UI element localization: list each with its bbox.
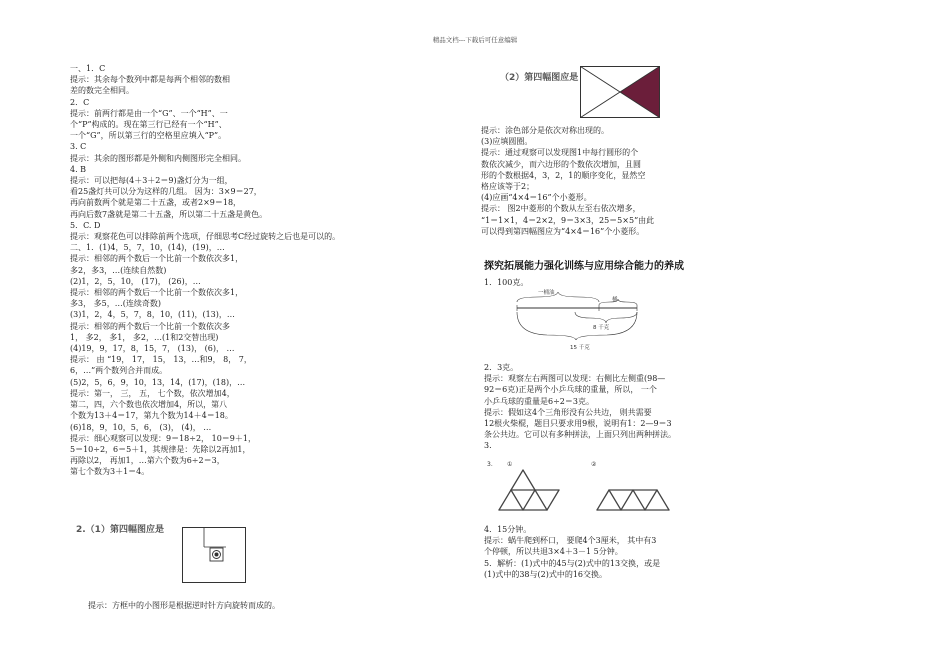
right-b-line: 12根火柴棍，题目只要求用9根，说明有1：2—9＝3 xyxy=(484,419,672,429)
right-c-line: 4．15分钟。 xyxy=(484,525,532,534)
left-line: 6，…”两个数列合并而成。 xyxy=(70,366,168,376)
right-a-line: 数依次减少，而六边形的个数依次增加，且圆 xyxy=(481,159,641,169)
left-line: 一、1．C xyxy=(70,64,106,73)
right-c-line: 提示：蜗牛爬到杯口， 要爬4个3厘米， 其中有3 xyxy=(484,536,657,546)
tri-group-a xyxy=(499,470,559,510)
left-line: 第七个数为3＋1＝4。 xyxy=(70,467,150,477)
right-b-line: 2．3克。 xyxy=(484,363,519,372)
left-line: 提示：前两行都是由一个“G”、一个“H”、一 xyxy=(70,108,228,118)
right-b-line: 提示：假如这4个三角形没有公共边， 则共需要 xyxy=(484,407,652,417)
right-a-line: 提示：涂色部分是依次对称出现的。 xyxy=(481,126,609,135)
left-line: (2)1，2，5，10， (17)， (26)，… xyxy=(70,276,201,286)
page-header: 精品文档---下载后可任意编辑 xyxy=(432,36,518,44)
left-line: (6)18，9，10，5，6， (3)， (4)， … xyxy=(70,422,212,432)
fig-right-box xyxy=(580,66,660,118)
right-c-line: 个停顿，所以共退3×4＋3－1 5分钟。 xyxy=(484,547,623,557)
right-a-line: 提示：通过观察可以发现图1中每行圆形的个 xyxy=(481,148,639,158)
tri-group-b xyxy=(597,490,669,510)
left-line: 提示： 由 “19， 17， 15， 13，…和9， 8， 7， xyxy=(70,355,252,365)
section-title: 探究拓展能力强化训练与应用综合能力的养成 xyxy=(484,261,684,272)
tri-fig-label: 3. xyxy=(487,461,493,468)
oil-diagram xyxy=(512,288,652,350)
right-column-2 xyxy=(484,362,676,452)
fig-left-title: 2.（1）第四幅图应是 xyxy=(76,525,164,535)
left-line: 提示：观察花色可以排除前两个选项，仔细思考C经过旋转之后也是可以的。 xyxy=(70,232,341,242)
right-b-line: 条公共边。它可以有多种拼法，上面只列出两种拼法。 xyxy=(484,430,676,440)
fig-left-note: 提示：方框中的小图形是根据逆时针方向旋转而成的。 xyxy=(88,601,280,610)
left-line: 多2，多3，…(连续自然数) xyxy=(70,265,167,275)
left-line: 提示：相邻的两个数后一个比前一个数依次多1， xyxy=(70,288,244,298)
fig-right-title: （2）第四幅图应是 xyxy=(500,73,579,83)
right-b-line: 92＝6克)正是两个小乒乓球的重量，所以， 一个 xyxy=(484,385,657,395)
left-line: 4. B xyxy=(70,164,87,174)
left-line: 再除以2， 再加1，…第六个数为6÷2＝3， xyxy=(70,456,225,466)
left-line: 提示：相邻的两个数后一个比前一个数依次多 xyxy=(70,321,230,331)
left-line: 提示：相邻的两个数后一个比前一个数依次多1， xyxy=(70,254,244,264)
right-c-line: 5．解析：(1)式中的45与(2)式中的13交换，或是 xyxy=(484,558,661,568)
left-line: 提示：其余每个数列中都是每两个相邻的数相 xyxy=(70,75,230,85)
left-line: 提示：第一， 三， 五， 七个数，依次增加4， xyxy=(70,388,235,398)
left-line: 差的数完全相同。 xyxy=(70,86,134,96)
left-line: 第二，四，六个数也依次增加4，所以，第八 xyxy=(70,400,228,410)
left-line: 5．C. D xyxy=(70,220,101,230)
left-line: 再向前数两个就是第二十五盏，或者2×9＝18， xyxy=(70,198,242,208)
label-fifteen: 15 千克 xyxy=(570,345,590,350)
right-b-line: 小乒乓球的重量是6÷2＝3克。 xyxy=(484,396,594,406)
left-line: 个数为13＋4＝17，第九个数为14＋4＝18。 xyxy=(70,411,233,421)
left-line: 5＝10÷2，6＝5＋1，其规律是：先除以2再加1， xyxy=(70,444,251,454)
right-b-line: 提示：观察左右两图可以发现：右侧比左侧重(98— xyxy=(484,374,666,384)
right-a-line: (4)应画“4×4＝16”个小菱形。 xyxy=(481,193,592,203)
left-line: (4)19，9，17，8，15，7， (13)， (6)， … xyxy=(70,344,235,354)
left-line: 一个“G”，所以第三行的空格里应填入“P”。 xyxy=(70,131,227,141)
right-a-line: (3)应填圆圈。 xyxy=(481,137,533,147)
left-line: 再向后数7盏就是第二十五盏，所以第二十五盏是黄色。 xyxy=(70,209,268,219)
right-a-line: 形的个数根据4，3，2，1的顺序变化，显然空 xyxy=(481,170,646,180)
left-column xyxy=(70,63,340,478)
left-line: 提示：细心观察可以发现：9＝18÷2， 10＝9＋1， xyxy=(70,433,256,443)
right-column-3 xyxy=(484,524,660,580)
right-b-line: 3. xyxy=(484,441,492,451)
left-line: 个“P”构成的。现在第三行已经有一个“H”、 xyxy=(70,120,227,130)
left-line: 2．C xyxy=(70,97,90,107)
left-line: (3)1，2，4，5，7，8，10，(11)，(13)，… xyxy=(70,310,235,320)
right-a-line: 格应该等于2； xyxy=(481,182,535,192)
left-line: 提示：可以把每(4＋3＋2＝9)盏灯分为一组， xyxy=(70,176,233,186)
right-a-line: “1＝1×1，4＝2×2，9＝3×3，25＝5×5”由此 xyxy=(481,215,655,225)
right-c-line: (1)式中的38与(2)式中的16交换。 xyxy=(484,569,608,579)
left-line: 看25盏灯共可以分为这样的几组。 因为：3×9＝27， xyxy=(70,187,262,197)
label-eight: 8 千克 xyxy=(593,325,610,331)
right-a-line: 可以得到第四幅图应为“4×4＝16”个小菱形。 xyxy=(481,226,645,236)
right-column-1 xyxy=(481,125,654,237)
left-line: 提示：其余的图形都是外侧和内侧图形完全相同。 xyxy=(70,153,246,163)
left-line: 3. C xyxy=(70,142,87,152)
fig-left-box xyxy=(182,527,246,583)
label-full: 一桶油 xyxy=(538,290,555,296)
matchstick-triangles xyxy=(487,458,687,520)
left-line: 1， 多2， 多1， 多2，…(1和2交替出现) xyxy=(70,332,219,342)
left-line: 二、1．(1)4，5，7，10，(14)，(19)，… xyxy=(70,243,225,253)
tri-label-a: ① xyxy=(507,461,513,468)
label-half: 桶 xyxy=(612,297,618,303)
left-line: 多3， 多5，…(连续奇数) xyxy=(70,299,161,309)
right-a-line: 提示： 图2中菱形的个数从左至右依次增多， xyxy=(481,204,641,214)
left-line: (5)2，5，6，9，10，13，14，(17)，(18)，… xyxy=(70,377,246,387)
answer-1: 1．100克。 xyxy=(484,278,529,287)
tri-label-b: ② xyxy=(591,461,597,468)
